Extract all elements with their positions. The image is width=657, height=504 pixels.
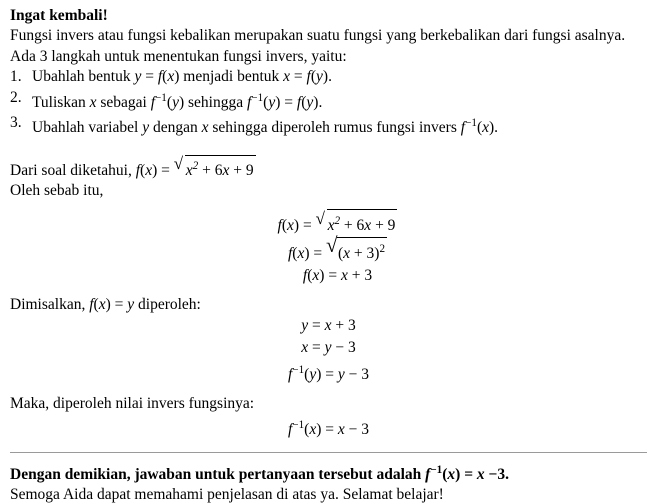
step-item-1 xyxy=(10,67,647,88)
given-line xyxy=(10,155,647,181)
derivation-block-2 xyxy=(10,315,647,386)
derivation-1-line-2: f(x) = √ $(x + 3)^2$ xyxy=(10,237,647,265)
derivation-2-line-3: $f^{-1}(y) = y - 3$ xyxy=(287,364,370,384)
derivation-2-line-1: y = x + 3 xyxy=(301,317,356,335)
given-function: f(x) = √ $x^2 + 6x + 9$ xyxy=(135,153,254,179)
step-item-3 xyxy=(10,113,647,139)
result-equation xyxy=(10,414,647,441)
closing-line: Semoga Aida dapat memahami penjelasan di atas ya. Selamat belajar! xyxy=(10,485,444,503)
because-label: Oleh sebab itu, xyxy=(10,181,104,199)
step-text-3: Ubahlah variabel y dengan x sehingga diperoleh rumus fungsi invers $f^{-1}(x)$. xyxy=(32,117,499,137)
step-number-1: 1. xyxy=(10,68,22,85)
conclusion-text: Dengan demikian, jawaban untuk pertanyaan tersebut adalah xyxy=(10,465,426,483)
conclusion-math: $f^{-1}(x) = x -3$. xyxy=(425,463,510,483)
result-label: Maka, diperoleh nilai invers fungsinya: xyxy=(10,395,255,413)
conclusion-line xyxy=(10,460,647,485)
suppose-label: Dimisalkan, f(x) = y diperoleh: xyxy=(10,296,201,314)
steps-list xyxy=(10,67,647,139)
step-number-2: 2. xyxy=(10,88,22,106)
step-text-1: Ubahlah bentuk y = f(x) menjadi bentuk x = f(y). xyxy=(32,68,332,85)
result-equation-line: $f^{-1}(x) = x - 3$ xyxy=(287,419,370,439)
derivation-1-line-3: f(x) = x + 3 xyxy=(302,267,373,285)
step-number-3: 3. xyxy=(10,114,22,132)
step-item-2 xyxy=(10,88,647,114)
derivation-block-1 xyxy=(10,209,647,287)
recall-heading: Ingat kembali! xyxy=(10,7,108,24)
section-divider xyxy=(10,452,647,453)
step-math-1a: y xyxy=(134,68,142,85)
intro-paragraph: Fungsi invers atau fungsi kebalikan merupakan suatu fungsi yang berkebalikan dari fungsi asalnya. Ada 3 langkah untuk menentukan fungsi invers, yaitu: xyxy=(10,27,626,65)
derivation-2-line-2: x = y − 3 xyxy=(301,339,356,357)
step-text-2: Tuliskan x sebagai $f^{-1}(y)$ sehingga $f^{-1}(y) = f(y)$. xyxy=(32,91,323,111)
derivation-1-line-1: f(x) = √ $x^2 + 6x + 9$ xyxy=(10,209,647,237)
given-label: Dari soal diketahui, xyxy=(10,161,132,179)
